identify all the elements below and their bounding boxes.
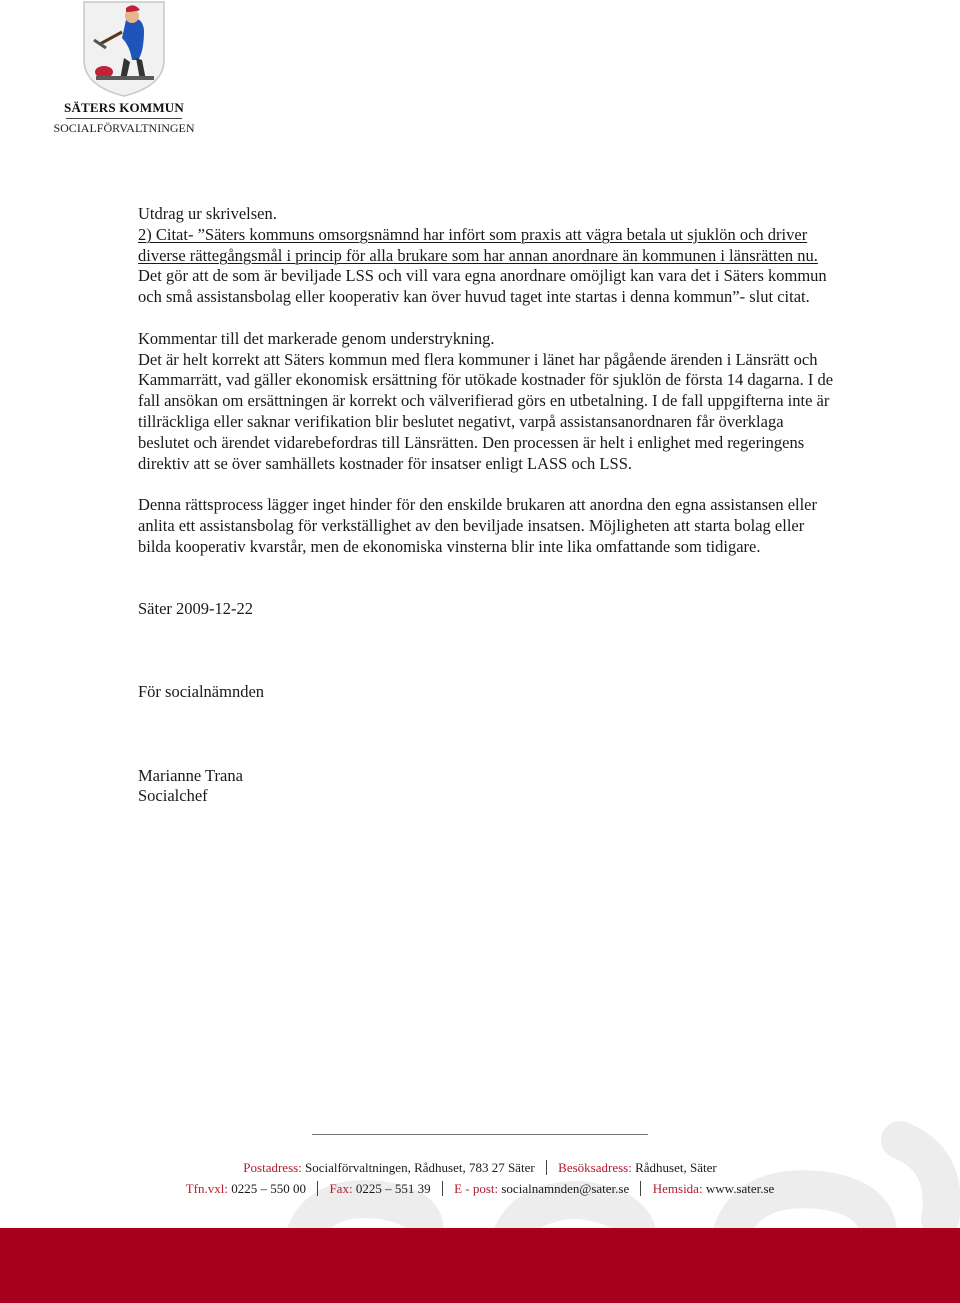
fax-label: Fax:	[329, 1181, 353, 1196]
intro-line: Utdrag ur skrivelsen.	[138, 204, 277, 223]
postal-address: Socialförvaltningen, Rådhuset, 783 27 Säter	[305, 1160, 535, 1175]
place-date: Säter 2009-12-22	[138, 599, 254, 619]
signatory-name: Marianne Trana	[138, 765, 243, 785]
visit-address: Rådhuset, Säter	[635, 1160, 717, 1175]
spacer	[138, 558, 838, 579]
footer-separator	[546, 1160, 547, 1175]
spacer	[138, 308, 838, 329]
website-label: Hemsida:	[652, 1181, 703, 1196]
spacer	[138, 620, 838, 641]
phone-label: Tfn.vxl:	[185, 1181, 228, 1196]
logo-divider	[66, 118, 182, 119]
spacer	[138, 474, 838, 495]
postal-address-label: Postadress:	[243, 1160, 302, 1175]
spacer	[138, 745, 838, 766]
phone-number: 0225 – 550 00	[231, 1181, 306, 1196]
on-behalf-line: För socialnämnden	[138, 682, 265, 702]
comment-heading: Kommentar till det markerade genom understrykning.	[138, 328, 495, 348]
spacer	[138, 703, 838, 724]
footer-separator	[442, 1181, 443, 1196]
fax-number: 0225 – 551 39	[355, 1181, 431, 1196]
quote-paragraph	[138, 225, 838, 308]
department-name: SOCIALFÖRVALTNINGEN	[53, 121, 195, 135]
spacer	[138, 724, 838, 745]
spacer	[138, 578, 838, 599]
visit-address-label: Besöksadress:	[558, 1160, 632, 1175]
comment-paragraph: Det är helt korrekt att Säters kommun med flera kommuner i länet har pågående ärenden i Länsrätt och Kammarrätt, vad gäller ekonomisk ersättning för utökade kostnader för sjuklön de första 14 dagarna. I de fall ansökan om ersättningen är korrekt och välverifierad görs en utbetalning. I de fall uppgifterna inte är tillräckliga eller saknar verifikation blir beslutet negativt, varpå assistansanordnaren får överklaga beslutet och ärendet vidarebefordras till Länsrätten. Den processen är helt i enlighet med regeringens direktiv att se över samhällets kostnader för insatser enligt LASS och LSS.	[138, 349, 834, 473]
underlined-quote: 2) Citat- ”Säters kommuns omsorgsnämnd har infört som praxis att vägra betala ut sjuklön och driver diverse rättegångsmål i princip för alla brukare som har annan anordnare än kommunen i länsrätten nu.	[138, 224, 818, 265]
footer-separator	[640, 1181, 641, 1196]
footer-divider	[312, 1134, 648, 1135]
rights-paragraph: Denna rättsprocess lägger inget hinder för den enskilde brukaren att anordna den egna assistansen eller anlita ett assistansbolag för verkställighet av den beviljade insatsen. Möjligheten att starta bolag eller bilda kooperativ kvarstår, men de ekonomiska vinsterna blir inte lika omfattande som tidigare.	[138, 495, 817, 556]
coat-of-arms-icon	[82, 0, 166, 98]
municipality-name: SÄTERS KOMMUN	[64, 100, 184, 115]
letter-body	[138, 204, 838, 807]
quote-continuation: Det gör att de som är beviljade LSS och vill vara egna anordnare omöjligt kan vara det i Säters kommun och små assistansbolag eller kooperativ kan över huvud taget inte startas i denna kommun”- slut citat.	[138, 266, 827, 307]
footer-address-line	[0, 1160, 960, 1176]
municipality-logo	[44, 0, 204, 140]
email-label: E - post:	[454, 1181, 499, 1196]
footer-separator	[317, 1181, 318, 1196]
footer-color-band	[0, 1228, 960, 1303]
website-link[interactable]: www.sater.se	[705, 1181, 775, 1196]
email-address[interactable]: socialnamnden@sater.se	[501, 1181, 630, 1196]
signatory-title: Socialchef	[138, 786, 208, 806]
spacer	[138, 662, 838, 683]
spacer	[138, 641, 838, 662]
footer-contact-line	[0, 1181, 960, 1197]
